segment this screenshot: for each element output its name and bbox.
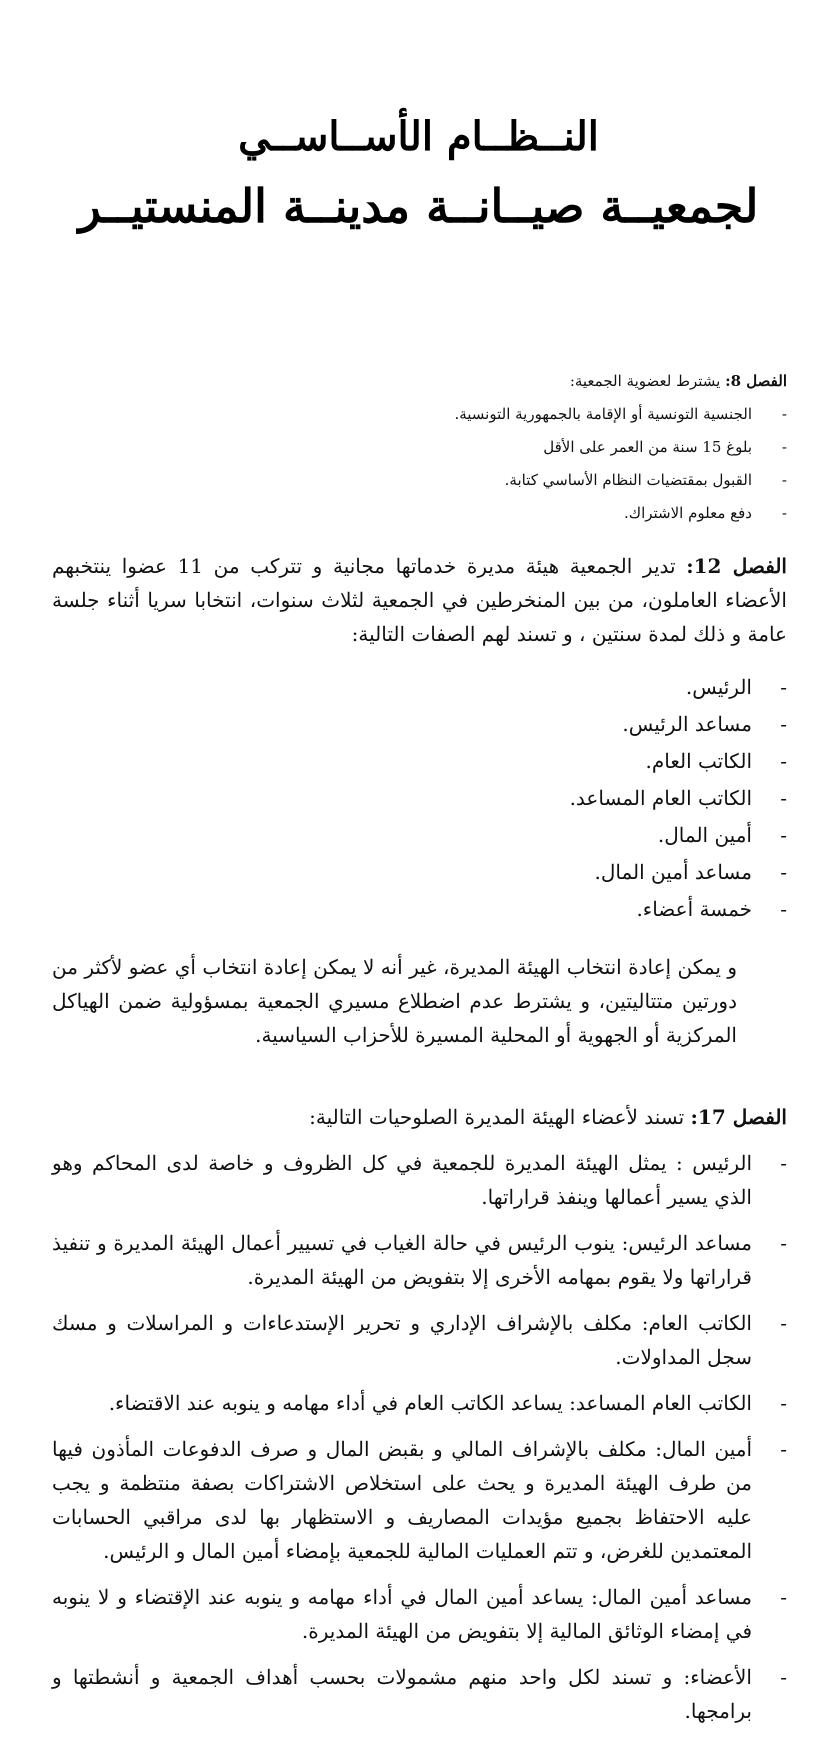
list-item-text: الأعضاء: و تسند لكل واحد منهم مشمولات بحسب أهداف الجمعية و أنشطتها و برامجها. xyxy=(52,1665,752,1723)
list-dash: - xyxy=(780,1151,787,1175)
section-12-list xyxy=(52,669,787,928)
list-item xyxy=(52,1306,787,1374)
list-item xyxy=(52,431,787,464)
document-title-line2: لجمعيــة صيــانــة مدينــة المنستيــر xyxy=(78,179,759,233)
section-17-intro: تسند لأعضاء الهيئة المديرة الصلوحيات التالية: xyxy=(309,1105,685,1129)
list-dash: - xyxy=(780,1231,787,1255)
list-dash: - xyxy=(780,1585,787,1609)
section-8-label: الفصل 8: xyxy=(725,372,787,390)
list-item-text: مساعد أمين المال. xyxy=(594,860,752,884)
list-item xyxy=(52,817,787,854)
list-item xyxy=(52,497,787,530)
list-dash: - xyxy=(780,1437,787,1461)
list-item xyxy=(52,464,787,497)
section-17-heading xyxy=(52,1100,787,1134)
list-item-text: مساعد الرئيس: ينوب الرئيس في حالة الغياب في تسيير أعمال الهيئة المديرة و تنفيذ قراراتها ولا يقوم بمهامه الأخرى إلا بتفويض من الهيئة المديرة. xyxy=(52,1231,752,1289)
list-dash: - xyxy=(781,504,787,522)
list-item-text: مساعد أمين المال: يساعد أمين المال في أداء مهامه و ينوبه عند الإقتضاء و لا ينوبه في إمضاء الوثائق المالية إلا بتفويض من الهيئة المديرة. xyxy=(52,1585,752,1643)
list-item-text: خمسة أعضاء. xyxy=(636,897,752,921)
section-12 xyxy=(52,549,787,1052)
list-dash: - xyxy=(780,860,787,884)
section-17-list xyxy=(52,1146,787,1728)
list-dash: - xyxy=(780,786,787,810)
list-dash: - xyxy=(780,897,787,921)
list-item-text: أمين المال: مكلف بالإشراف المالي و بقبض المال و صرف الدفوعات المأذون فيها من طرف الهيئة المديرة و يحث على استخلاص الاشتراكات بصفة منتظمة و يجب عليه الاحتفاظ بجميع مؤيدات المصاريف و الاستظهار بها لدى مراقبي الحسابات المعتمدين للغرض، و تتم العمليات المالية للجمعية بإمضاء أمين المال و الرئيس. xyxy=(52,1437,752,1563)
document-title-line1: النــظــام الأســاســي xyxy=(238,113,599,160)
list-item xyxy=(52,1386,787,1420)
section-12-label: الفصل 12: xyxy=(686,554,787,578)
list-item-text: مساعد الرئيس. xyxy=(622,712,752,736)
list-item-text: الرئيس. xyxy=(685,675,752,699)
list-item xyxy=(52,706,787,743)
list-dash: - xyxy=(781,438,787,456)
section-12-paragraph xyxy=(52,549,787,651)
section-12-note: و يمكن إعادة انتخاب الهيئة المديرة، غير أنه لا يمكن إعادة انتخاب أي عضو لأكثر من دورتين متتاليتين، و يشترط عدم اضطلاع مسيري الجمعية بمسؤولية ضمن الهياكل المركزية أو الجهوية أو المحلية المسيرة للأحزاب السياسية. xyxy=(52,955,737,1047)
list-item xyxy=(52,1580,787,1648)
list-dash: - xyxy=(780,1311,787,1335)
list-item-text: الجنسية التونسية أو الإقامة بالجمهورية التونسية. xyxy=(454,405,752,423)
list-item-text: الكاتب العام: مكلف بالإشراف الإداري و تحرير الإستدعاءات و المراسلات و مسك سجل المداولات. xyxy=(52,1311,752,1369)
list-dash: - xyxy=(780,712,787,736)
list-dash: - xyxy=(781,405,787,423)
list-item-text: أمين المال. xyxy=(657,823,752,847)
list-item-text: الكاتب العام المساعد: يساعد الكاتب العام في أداء مهامه و ينوبه عند الاقتضاء. xyxy=(108,1391,752,1415)
list-item xyxy=(52,1432,787,1568)
section-12-text: تدير الجمعية هيئة مديرة خدماتها مجانية و تتركب من 11 عضوا ينتخبهم الأعضاء العاملون، من بين المنخرطين في الجمعية لثلاث سنوات، انتخابا سريا أثناء جلسة عامة و ذلك لمدة سنتين ، و تسند لهم الصفات التالية: xyxy=(52,554,787,646)
list-item xyxy=(52,669,787,706)
list-item-text: الكاتب العام المساعد. xyxy=(569,786,752,810)
list-item-text: دفع معلوم الاشتراك. xyxy=(623,504,752,522)
section-8-heading xyxy=(52,365,787,398)
section-8-intro: يشترط لعضوية الجمعية: xyxy=(569,372,721,390)
list-item-text: الرئيس : يمثل الهيئة المديرة للجمعية في كل الظروف و خاصة لدى المحاكم وهو الذي يسير أعمالها وينفذ قراراتها. xyxy=(52,1151,752,1209)
section-17 xyxy=(52,1100,787,1740)
section-17-label: الفصل 17: xyxy=(690,1105,787,1129)
list-item xyxy=(52,398,787,431)
list-item xyxy=(52,891,787,928)
list-item xyxy=(52,1146,787,1214)
section-8-list xyxy=(52,398,787,530)
list-item-text: الكاتب العام. xyxy=(645,749,752,773)
list-item xyxy=(52,780,787,817)
list-dash: - xyxy=(780,675,787,699)
list-dash: - xyxy=(780,749,787,773)
list-dash: - xyxy=(781,471,787,489)
list-item-text: القبول بمقتضيات النظام الأساسي كتابة. xyxy=(504,471,752,489)
list-item xyxy=(52,854,787,891)
list-item xyxy=(52,1660,787,1728)
list-dash: - xyxy=(780,1391,787,1415)
list-dash: - xyxy=(780,1665,787,1689)
section-8 xyxy=(52,365,787,530)
list-item-text: بلوغ 15 سنة من العمر على الأقل xyxy=(543,438,752,456)
list-item xyxy=(52,743,787,780)
list-item xyxy=(52,1226,787,1294)
list-dash: - xyxy=(780,823,787,847)
